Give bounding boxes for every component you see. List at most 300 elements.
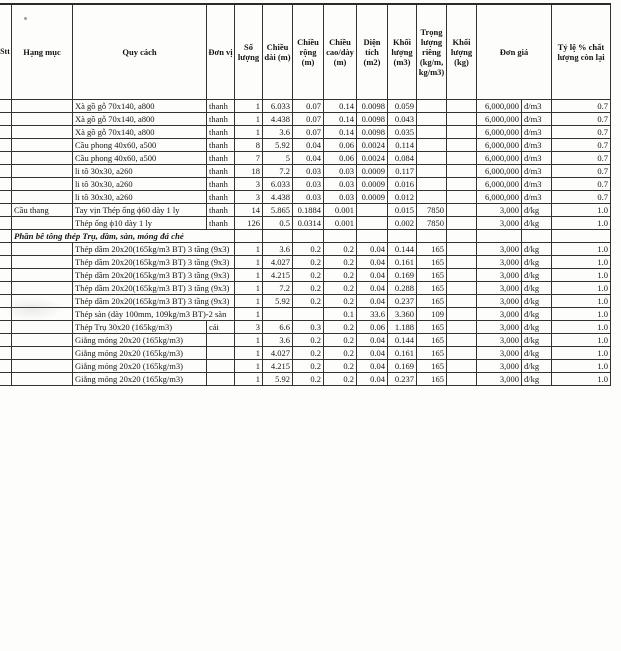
cell-chieu-cao-day: 0.06: [324, 139, 357, 152]
cell-chieu-cao-day: 0.1: [324, 308, 357, 321]
cell-chieu-cao-day: 0.2: [324, 295, 357, 308]
cell-hang-muc: [12, 100, 73, 113]
cell-khoi-luong-kg: [447, 230, 477, 243]
cell-trong-luong-rieng: [417, 139, 447, 152]
cell-don-gia-unit: đ/kg: [522, 217, 552, 230]
cell-chieu-dai: 3.6: [263, 334, 293, 347]
cell-don-vi: thanh: [207, 126, 235, 139]
table-row: [0, 178, 611, 191]
cell-khoi-luong-m3: 0.169: [388, 360, 417, 373]
cell-don-gia-unit: đ/kg: [522, 243, 552, 256]
cell-dien-tich: [357, 230, 388, 243]
cell-quy-cach: Cầu phong 40x60, a500: [73, 139, 207, 152]
table-row: [0, 282, 611, 295]
cell-don-gia-unit: đ/kg: [522, 373, 552, 386]
cell-don-gia: 3,000: [477, 282, 522, 295]
cell-don-vi: [207, 334, 235, 347]
cell-chieu-cao-day: 0.2: [324, 282, 357, 295]
cell-dien-tich: [357, 217, 388, 230]
cell-chieu-cao-day: [324, 230, 357, 243]
cell-hang-muc: [12, 139, 73, 152]
cell-stt: [0, 204, 12, 217]
cell-don-vi: thanh: [207, 100, 235, 113]
cell-ty-le: 1.0: [552, 308, 611, 321]
cell-don-gia-unit: đ/m3: [522, 178, 552, 191]
cell-don-gia: 3,000: [477, 373, 522, 386]
cell-khoi-luong-m3: 0.161: [388, 256, 417, 269]
cell-don-vi: [207, 373, 235, 386]
cell-hang-muc: [12, 178, 73, 191]
cell-chieu-cao-day: 0.2: [324, 243, 357, 256]
cell-quy-cach: Tay vịn Thép ống ϕ60 dày 1 ly: [73, 204, 207, 217]
cell-khoi-luong-kg: [447, 256, 477, 269]
cell-khoi-luong-kg: [447, 126, 477, 139]
cell-dien-tich: 0.0024: [357, 139, 388, 152]
table-row: [0, 243, 611, 256]
cell-quy-cach: Thép ống ϕ10 dày 1 ly: [73, 217, 207, 230]
cell-trong-luong-rieng: 165: [417, 334, 447, 347]
cell-so-luong: 1: [235, 282, 263, 295]
cell-khoi-luong-m3: 0.288: [388, 282, 417, 295]
cell-chieu-dai: 6.033: [263, 100, 293, 113]
header-khoi-luong-m3: Khối lượng (m3): [388, 4, 417, 100]
section-label: Phần bê tông thép Trụ, dầm, sàn, móng đá chẻ: [12, 230, 207, 243]
scan-artifact-smudge: [2, 297, 64, 321]
cell-don-gia: 3,000: [477, 308, 522, 321]
cell-so-luong: 1: [235, 100, 263, 113]
cell-don-gia-unit: đ/m3: [522, 100, 552, 113]
table-row: [0, 139, 611, 152]
cell-stt: [0, 282, 12, 295]
cell-trong-luong-rieng: [417, 100, 447, 113]
table-body: [0, 100, 611, 386]
cell-ty-le: 1.0: [552, 217, 611, 230]
cell-trong-luong-rieng: 165: [417, 295, 447, 308]
header-trong-luong-rieng: Trọng lượng riêng (kg/m, kg/m3): [417, 4, 447, 100]
cell-khoi-luong-m3: 0.144: [388, 243, 417, 256]
cell-chieu-cao-day: 0.2: [324, 373, 357, 386]
cell-chieu-dai: 5.92: [263, 295, 293, 308]
cell-stt: [0, 178, 12, 191]
cell-dien-tich: 0.04: [357, 334, 388, 347]
cell-quy-cach: Xà gồ gỗ 70x140, a800: [73, 100, 207, 113]
cell-don-vi: [207, 347, 235, 360]
cell-so-luong: 7: [235, 152, 263, 165]
cell-chieu-rong: 0.2: [293, 256, 324, 269]
cell-don-gia-unit: đ/kg: [522, 347, 552, 360]
cell-don-gia-unit: đ/kg: [522, 308, 552, 321]
cell-don-gia-unit: đ/m3: [522, 191, 552, 204]
cell-khoi-luong-m3: 0.035: [388, 126, 417, 139]
header-dien-tich: Diện tích (m2): [357, 4, 388, 100]
cell-stt: [0, 256, 12, 269]
cell-quy-cach: Thép dầm 20x20(165kg/m3 BT) 3 tầng (9x3): [73, 243, 207, 256]
cell-trong-luong-rieng: 7850: [417, 217, 447, 230]
cell-khoi-luong-kg: [447, 308, 477, 321]
cell-hang-muc: [12, 152, 73, 165]
cell-stt: [0, 243, 12, 256]
cell-stt: [0, 230, 12, 243]
cell-chieu-dai: 5.92: [263, 139, 293, 152]
cell-don-gia-unit: đ/kg: [522, 282, 552, 295]
table-row: [0, 100, 611, 113]
cell-don-gia: 3,000: [477, 256, 522, 269]
cell-ty-le: 0.7: [552, 191, 611, 204]
cell-chieu-dai: 4.027: [263, 256, 293, 269]
cell-chieu-rong: 0.2: [293, 334, 324, 347]
cell-hang-muc: [12, 269, 73, 282]
cell-chieu-rong: 0.2: [293, 269, 324, 282]
cell-trong-luong-rieng: 165: [417, 269, 447, 282]
cell-so-luong: 126: [235, 217, 263, 230]
header-hang-muc: Hạng mục: [12, 4, 73, 100]
cell-quy-cach: Cầu phong 40x60, a500: [73, 152, 207, 165]
cell-dien-tich: 0.04: [357, 282, 388, 295]
cell-quy-cach: Thép Trụ 30x20 (165kg/m3): [73, 321, 207, 334]
cell-don-gia-unit: đ/kg: [522, 295, 552, 308]
table-header: [0, 4, 611, 100]
cell-dien-tich: 0.0009: [357, 165, 388, 178]
cell-trong-luong-rieng: [417, 165, 447, 178]
cell-dien-tich: 0.0024: [357, 152, 388, 165]
cell-stt: [0, 152, 12, 165]
cell-khoi-luong-kg: [447, 347, 477, 360]
scan-artifact-dot: [24, 17, 27, 20]
header-quy-cach: Quy cách: [73, 4, 207, 100]
cell-stt: [0, 347, 12, 360]
cell-khoi-luong-m3: 0.161: [388, 347, 417, 360]
cell-khoi-luong-m3: 0.169: [388, 269, 417, 282]
cell-don-gia: 6,000,000: [477, 100, 522, 113]
header-row: [0, 4, 611, 100]
cell-don-vi: [207, 360, 235, 373]
cell-don-gia-unit: đ/kg: [522, 204, 552, 217]
cell-so-luong: 1: [235, 113, 263, 126]
cell-so-luong: 1: [235, 308, 263, 321]
cell-chieu-dai: 5: [263, 152, 293, 165]
cell-chieu-dai: 3.6: [263, 243, 293, 256]
cell-chieu-dai: 7.2: [263, 165, 293, 178]
table-row: [0, 217, 611, 230]
cell-hang-muc: [12, 282, 73, 295]
cell-khoi-luong-kg: [447, 139, 477, 152]
cell-don-gia: 3,000: [477, 243, 522, 256]
cell-trong-luong-rieng: 165: [417, 321, 447, 334]
cell-so-luong: 3: [235, 191, 263, 204]
cell-don-vi: thanh: [207, 191, 235, 204]
cell-don-gia: 6,000,000: [477, 126, 522, 139]
cell-trong-luong-rieng: 165: [417, 256, 447, 269]
cell-trong-luong-rieng: 109: [417, 308, 447, 321]
cell-hang-muc: [12, 347, 73, 360]
cell-chieu-dai: 0.5: [263, 217, 293, 230]
cell-don-vi: [207, 230, 235, 243]
cell-chieu-cao-day: 0.03: [324, 178, 357, 191]
cell-so-luong: 3: [235, 321, 263, 334]
cell-so-luong: 8: [235, 139, 263, 152]
cell-quy-cach: Giằng móng 20x20 (165kg/m3): [73, 373, 207, 386]
cell-chieu-dai: 4.438: [263, 191, 293, 204]
cell-don-gia: 6,000,000: [477, 152, 522, 165]
cell-don-gia: 3,000: [477, 347, 522, 360]
cell-don-vi: thanh: [207, 178, 235, 191]
cell-khoi-luong-kg: [447, 373, 477, 386]
cell-ty-le: [552, 230, 611, 243]
cell-don-gia: 6,000,000: [477, 178, 522, 191]
cell-chieu-rong: 0.04: [293, 152, 324, 165]
cell-don-gia: 3,000: [477, 269, 522, 282]
cell-khoi-luong-kg: [447, 152, 477, 165]
cell-quy-cach: Thép dầm 20x20(165kg/m3 BT) 3 tầng (9x3): [73, 269, 207, 282]
header-don-vi: Đơn vị: [207, 4, 235, 100]
cell-khoi-luong-m3: 0.237: [388, 373, 417, 386]
cell-khoi-luong-kg: [447, 295, 477, 308]
cell-khoi-luong-m3: 3.360: [388, 308, 417, 321]
cell-don-gia-unit: đ/kg: [522, 360, 552, 373]
cell-khoi-luong-kg: [447, 204, 477, 217]
cell-chieu-dai: [263, 308, 293, 321]
cell-khoi-luong-kg: [447, 282, 477, 295]
table-row: [0, 191, 611, 204]
header-ty-le: Tỷ lệ % chất lượng còn lại: [552, 4, 611, 100]
table-row: [0, 204, 611, 217]
table-row: [0, 373, 611, 386]
cell-chieu-cao-day: 0.03: [324, 191, 357, 204]
cell-don-gia: 6,000,000: [477, 165, 522, 178]
cell-hang-muc: [12, 373, 73, 386]
cell-dien-tich: 0.04: [357, 360, 388, 373]
table-row: [0, 321, 611, 334]
cell-don-gia: 3,000: [477, 360, 522, 373]
cell-dien-tich: 0.04: [357, 243, 388, 256]
cell-chieu-rong: 0.2: [293, 282, 324, 295]
cell-khoi-luong-m3: 0.015: [388, 204, 417, 217]
cell-hang-muc: [12, 113, 73, 126]
cell-chieu-rong: 0.03: [293, 178, 324, 191]
cell-don-gia: 3,000: [477, 295, 522, 308]
cell-don-gia-unit: đ/m3: [522, 139, 552, 152]
cell-don-gia-unit: đ/m3: [522, 165, 552, 178]
cell-trong-luong-rieng: [417, 152, 447, 165]
cell-don-gia: 6,000,000: [477, 139, 522, 152]
cell-trong-luong-rieng: [417, 178, 447, 191]
cell-hang-muc: [12, 243, 73, 256]
cell-quy-cach: li tô 30x30, a260: [73, 178, 207, 191]
cell-ty-le: 1.0: [552, 347, 611, 360]
cell-so-luong: 1: [235, 243, 263, 256]
cell-chieu-rong: 0.3: [293, 321, 324, 334]
cell-chieu-dai: 7.2: [263, 282, 293, 295]
cell-khoi-luong-kg: [447, 243, 477, 256]
cell-khoi-luong-m3: 1.188: [388, 321, 417, 334]
cell-ty-le: 1.0: [552, 256, 611, 269]
cell-trong-luong-rieng: 165: [417, 360, 447, 373]
table-row: [0, 308, 611, 321]
cell-hang-muc: [12, 191, 73, 204]
cell-quy-cach: Giằng móng 20x20 (165kg/m3): [73, 347, 207, 360]
cell-don-gia-unit: đ/m3: [522, 152, 552, 165]
cell-dien-tich: 0.04: [357, 295, 388, 308]
cell-khoi-luong-m3: 0.084: [388, 152, 417, 165]
cell-dien-tich: 0.04: [357, 347, 388, 360]
cell-chieu-cao-day: 0.14: [324, 113, 357, 126]
cell-dien-tich: [357, 204, 388, 217]
cell-so-luong: 1: [235, 295, 263, 308]
cell-khoi-luong-m3: [388, 230, 417, 243]
cell-chieu-cao-day: 0.2: [324, 347, 357, 360]
cell-quy-cach: Thép dầm 20x20(165kg/m3 BT) 3 tầng (9x3): [73, 256, 207, 269]
cell-chieu-dai: 5.865: [263, 204, 293, 217]
cell-khoi-luong-kg: [447, 113, 477, 126]
cell-ty-le: 1.0: [552, 282, 611, 295]
cell-don-gia-unit: [522, 230, 552, 243]
cell-dien-tich: 0.0098: [357, 113, 388, 126]
cell-chieu-rong: 0.07: [293, 113, 324, 126]
cell-stt: [0, 360, 12, 373]
table-row: [0, 360, 611, 373]
cell-hang-muc: [12, 256, 73, 269]
cell-khoi-luong-kg: [447, 321, 477, 334]
cell-ty-le: 1.0: [552, 334, 611, 347]
cell-chieu-dai: 4.438: [263, 113, 293, 126]
cell-khoi-luong-kg: [447, 165, 477, 178]
cell-hang-muc: [12, 360, 73, 373]
cell-so-luong: 3: [235, 178, 263, 191]
table-row: [0, 152, 611, 165]
table-row: [0, 126, 611, 139]
cell-so-luong: 1: [235, 269, 263, 282]
cell-chieu-rong: 0.2: [293, 373, 324, 386]
cell-hang-muc: [12, 165, 73, 178]
cell-so-luong: 1: [235, 126, 263, 139]
materials-table: [0, 3, 611, 386]
cell-chieu-dai: 6.6: [263, 321, 293, 334]
cell-stt: [0, 139, 12, 152]
cell-don-vi: thanh: [207, 152, 235, 165]
cell-dien-tich: 0.0098: [357, 126, 388, 139]
cell-ty-le: 1.0: [552, 204, 611, 217]
cell-khoi-luong-kg: [447, 100, 477, 113]
table-row: [0, 347, 611, 360]
table-row: [0, 113, 611, 126]
cell-so-luong: 1: [235, 360, 263, 373]
cell-chieu-rong: 0.1884: [293, 204, 324, 217]
cell-so-luong: 1: [235, 347, 263, 360]
cell-chieu-rong: 0.03: [293, 191, 324, 204]
cell-quy-cach: Thép dầm 20x20(165kg/m3 BT) 3 tầng (9x3): [73, 282, 207, 295]
cell-quy-cach: Giằng móng 20x20 (165kg/m3): [73, 334, 207, 347]
cell-khoi-luong-kg: [447, 334, 477, 347]
cell-chieu-rong: 0.0314: [293, 217, 324, 230]
header-so-luong: Số lượng: [235, 4, 263, 100]
cell-stt: [0, 113, 12, 126]
cell-stt: [0, 191, 12, 204]
cell-ty-le: 0.7: [552, 100, 611, 113]
table-row: [0, 334, 611, 347]
cell-dien-tich: 0.04: [357, 256, 388, 269]
cell-chieu-dai: [263, 230, 293, 243]
cell-don-gia-unit: đ/kg: [522, 334, 552, 347]
cell-stt: [0, 100, 12, 113]
cell-trong-luong-rieng: 165: [417, 373, 447, 386]
cell-khoi-luong-m3: 0.059: [388, 100, 417, 113]
cell-chieu-rong: 0.2: [293, 295, 324, 308]
cell-chieu-cao-day: 0.2: [324, 360, 357, 373]
cell-so-luong: 1: [235, 334, 263, 347]
cell-khoi-luong-m3: 0.114: [388, 139, 417, 152]
cell-don-gia: 6,000,000: [477, 113, 522, 126]
cell-don-gia: 3,000: [477, 321, 522, 334]
cell-quy-cach: Giằng móng 20x20 (165kg/m3): [73, 360, 207, 373]
header-don-gia: Đơn giá: [477, 4, 552, 100]
cell-dien-tich: 0.04: [357, 269, 388, 282]
cell-khoi-luong-kg: [447, 217, 477, 230]
cell-dien-tich: 0.0098: [357, 100, 388, 113]
cell-hang-muc: [12, 217, 73, 230]
cell-khoi-luong-m3: 0.002: [388, 217, 417, 230]
cell-quy-cach: li tô 30x30, a260: [73, 191, 207, 204]
cell-khoi-luong-m3: 0.117: [388, 165, 417, 178]
cell-quy-cach: Thép dầm 20x20(165kg/m3 BT) 3 tầng (9x3): [73, 295, 207, 308]
cell-chieu-rong: 0.2: [293, 360, 324, 373]
cell-stt: [0, 269, 12, 282]
cell-chieu-cao-day: 0.001: [324, 217, 357, 230]
header-khoi-luong-kg: Khối lượng (kg): [447, 4, 477, 100]
header-chieu-cao-day: Chiều cao/dày (m): [324, 4, 357, 100]
cell-khoi-luong-kg: [447, 191, 477, 204]
cell-ty-le: 1.0: [552, 360, 611, 373]
cell-don-vi: thanh: [207, 204, 235, 217]
cell-chieu-rong: 0.2: [293, 347, 324, 360]
cell-khoi-luong-m3: 0.237: [388, 295, 417, 308]
cell-don-gia: 3,000: [477, 217, 522, 230]
cell-stt: [0, 321, 12, 334]
cell-don-vi: thanh: [207, 217, 235, 230]
header-chieu-dai: Chiều dài (m): [263, 4, 293, 100]
cell-don-vi: thanh: [207, 139, 235, 152]
cell-ty-le: 1.0: [552, 321, 611, 334]
cell-quy-cach: Thép sàn (dày 100mm, 109kg/m3 BT)-2 sàn: [73, 308, 207, 321]
cell-chieu-cao-day: 0.2: [324, 269, 357, 282]
cell-chieu-dai: 3.6: [263, 126, 293, 139]
cell-khoi-luong-m3: 0.016: [388, 178, 417, 191]
cell-chieu-rong: 0.07: [293, 100, 324, 113]
cell-chieu-cao-day: 0.14: [324, 126, 357, 139]
cell-khoi-luong-m3: 0.144: [388, 334, 417, 347]
cell-ty-le: 0.7: [552, 139, 611, 152]
cell-chieu-dai: 6.033: [263, 178, 293, 191]
cell-khoi-luong-m3: 0.012: [388, 191, 417, 204]
cell-dien-tich: 0.06: [357, 321, 388, 334]
cell-chieu-rong: 0.04: [293, 139, 324, 152]
cell-ty-le: 1.0: [552, 243, 611, 256]
cell-so-luong: [235, 230, 263, 243]
cell-trong-luong-rieng: 7850: [417, 204, 447, 217]
cell-dien-tich: 0.04: [357, 373, 388, 386]
cell-chieu-cao-day: 0.03: [324, 165, 357, 178]
cell-chieu-rong: [293, 308, 324, 321]
cell-chieu-cao-day: 0.001: [324, 204, 357, 217]
cell-stt: [0, 217, 12, 230]
cell-chieu-dai: 5.92: [263, 373, 293, 386]
cell-chieu-dai: 4.215: [263, 269, 293, 282]
cell-quy-cach: Xà gồ gỗ 70x140, a800: [73, 126, 207, 139]
cell-ty-le: 0.7: [552, 178, 611, 191]
cell-khoi-luong-m3: 0.043: [388, 113, 417, 126]
cell-so-luong: 1: [235, 256, 263, 269]
cell-hang-muc: Cầu thang: [12, 204, 73, 217]
cell-trong-luong-rieng: [417, 230, 447, 243]
